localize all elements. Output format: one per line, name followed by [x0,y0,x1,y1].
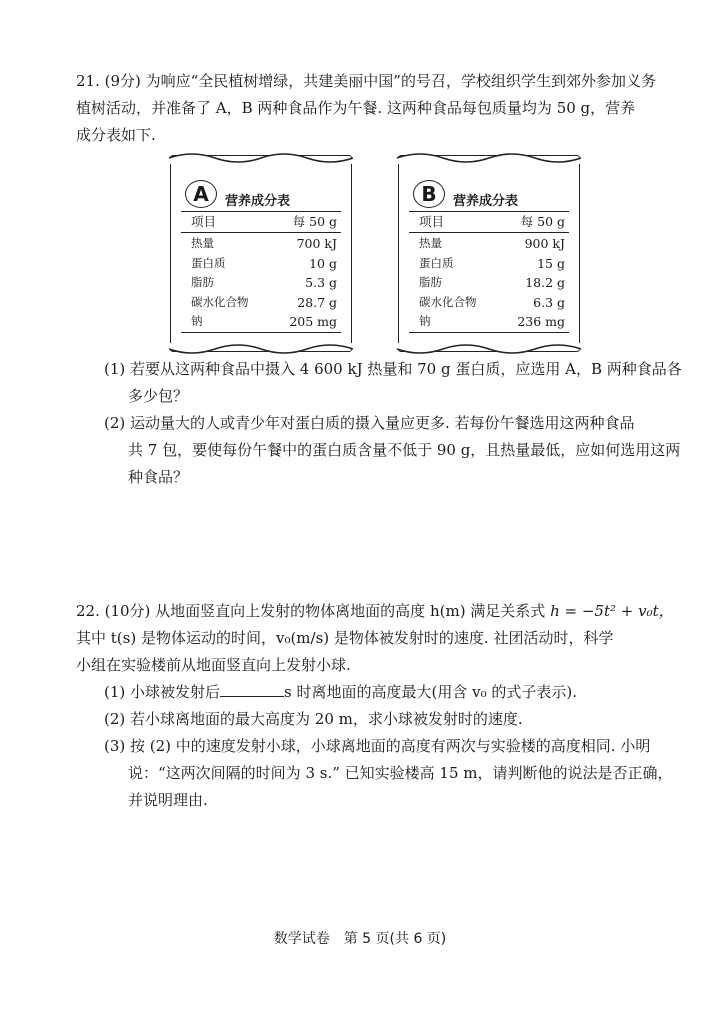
q22-sub1-text-a: (1) 小球被发射后 [104,683,221,701]
row-label: 钠 [419,314,431,328]
table-row [181,312,341,332]
card-b-header-per: 每 50 g [520,214,565,229]
q21-line-1: 21. (9分) 为响应“全民植树增绿，共建美丽中国”的号召，学校组织学生到郊外参加义务 [76,72,656,90]
q21-sub-1 [104,356,682,410]
row-label: 碳水化合物 [419,294,477,309]
row-label: 钠 [191,314,203,328]
card-a-rows [181,234,341,332]
row-label: 脂肪 [191,275,214,289]
q22-sub3-line-1: (3) 按 (2) 中的速度发射小球，小球离地面的高度有两次与实验楼的高度相同. 小明 [104,737,651,755]
row-value: 700 kJ [296,236,337,251]
badge-a: A [185,180,217,208]
q21-sub1-line-2: 多少包？ [128,387,189,405]
row-value: 6.3 g [533,294,565,310]
card-a-header [181,211,341,233]
card-wave-top-icon [169,150,353,164]
row-label: 热量 [191,236,214,250]
q22-sub1-text-b: s 时离地面的高度最大(用含 v₀ 的式子表示). [284,683,577,701]
row-value: 205 mg [289,314,337,329]
nutrition-card-a [170,155,352,352]
q22-sub-1 [104,679,649,706]
q21-sub2-line-2: 共 7 包，要使每份午餐中的蛋白质含量不低于 90 g，且热量最低，应如何选用这两 [128,441,681,459]
card-a-title: 营养成分表 [225,194,291,209]
card-b-title: 营养成分表 [453,194,519,209]
table-row [181,254,341,274]
q21-stem [76,68,656,149]
table-row [409,293,569,313]
table-row [409,254,569,274]
card-b-header [409,211,569,233]
card-a-header-item: 项目 [191,214,217,229]
card-a-endline [181,332,341,333]
row-value: 15 g [537,255,565,271]
row-label: 碳水化合物 [191,294,249,309]
q22-sub2-line: (2) 若小球离地面的最大高度为 20 m，求小球被发射时的速度. [104,710,523,728]
card-b-header-item: 项目 [419,214,445,229]
row-value: 236 mg [517,314,565,329]
table-row [409,312,569,332]
table-row [181,293,341,313]
page-footer: 数学试卷 第 5 页(共 6 页) [273,931,447,947]
row-value: 10 g [309,255,337,271]
table-row [409,234,569,254]
q22-line-1-text: 22. (10分) 从地面竖直向上发射的物体离地面的高度 h(m) 满足关系式 [76,602,551,620]
q22-formula: h = −5t² + v₀t， [550,602,674,620]
q22-sub-2 [104,706,649,733]
q21-sub-2 [104,410,681,491]
q21-line-3: 成分表如下. [76,126,156,144]
card-b-rows [409,234,569,332]
q22-line-2: 其中 t(s) 是物体运动的时间，v₀(m/s) 是物体被发射时的速度. 社团活动时，科学 [76,629,614,647]
row-label: 蛋白质 [191,255,226,270]
row-value: 900 kJ [524,236,565,251]
q22-sub1-line [104,679,649,706]
q21-sub2-line-1: (2) 运动量大的人或青少年对蛋白质的摄入量应更多. 若每份午餐选用这两种食品 [104,414,635,432]
row-label: 脂肪 [419,275,442,289]
q21-line-2: 植树活动，并准备了 A，B 两种食品作为午餐. 这两种食品每包质量均为 50 g，营养 [76,99,636,117]
row-value: 5.3 g [305,275,337,290]
row-label: 蛋白质 [419,255,454,270]
q22-sub-3 [104,733,673,814]
q21-sub2-line-3: 种食品？ [128,468,189,486]
table-row [181,273,341,293]
row-value: 18.2 g [525,275,565,290]
q22-sub3-line-3: 并说明理由. [128,791,208,809]
card-a-header-per: 每 50 g [292,214,337,229]
card-b-endline [409,332,569,333]
badge-b: B [413,180,445,208]
q21-sub1-line-1: (1) 若要从这两种食品中摄入 4 600 kJ 热量和 70 g 蛋白质，应选用 A，B 两种食品各 [104,360,682,378]
q22-line-3: 小组在实验楼前从地面竖直向上发射小球. [76,656,351,674]
q22-stem [76,598,674,679]
row-value: 28.7 g [297,294,337,310]
card-wave-bottom-icon [397,343,581,357]
q22-line-1 [76,598,674,625]
table-row [181,234,341,254]
answer-blank[interactable] [220,682,284,697]
card-wave-bottom-icon [169,343,353,357]
q22-sub3-line-2: 说：“这两次间隔的时间为 3 s.” 已知实验楼高 15 m，请判断他的说法是否正确， [128,764,673,782]
row-label: 热量 [419,236,442,250]
card-wave-top-icon [397,150,581,164]
table-row [409,273,569,293]
nutrition-card-b [398,155,580,352]
